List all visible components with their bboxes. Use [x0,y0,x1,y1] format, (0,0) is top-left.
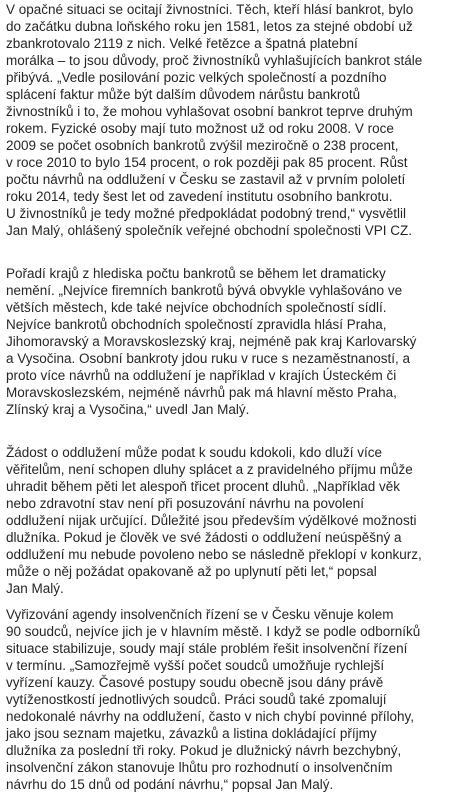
text-line: Pořadí krajů z hlediska počtu bankrotů se během let dramaticky [6,266,386,281]
text-line: 2009 se počet osobních bankrotů zvýšil meziročně o 238 procent, [6,138,399,153]
text-line: větších městech, kde také nejvíce obchodních společností sídlí. [6,300,387,315]
text-line: přibývá. „Vedle posilování pozic velkých společností a pozdního [6,70,387,85]
text-line: dlužníka. Pokud je člověk ve své žádosti o oddlužení neúspěšný a [6,530,402,545]
text-line: nemění. „Nejvíce firemních bankrotů bývá obvykle vyhlašováno ve [6,283,403,298]
text-line: morálka – to jsou důvody, proč živnostníků vyhlašujících bankrot stále [6,53,423,68]
text-line: 90 soudců, nejvíce jich je v hlavním městě. I když se podle odborníků [6,624,421,639]
text-line: počtu návrhů na oddlužení v Česku se zastavil až v prvním pololetí [6,172,406,187]
text-line: proto více návrhů na oddlužení je například v krajích Ústeckém či [6,368,397,383]
text-line: V opačné situaci se ocitají živnostníci. Těch, kteří hlásí bankrot, bylo [6,2,414,17]
text-line: Jan Malý. [6,581,64,596]
text-line: Vyřizování agendy insolvenčních řízení se v Česku věnuje kolem [6,607,394,622]
text-line: splácení faktur může být dalším důvodem nárůstu bankrotů [6,87,361,102]
text-line: vyřízení kauzy. Časové postupy soudu obecně jsou dány právě [6,675,384,690]
text-line: uhradit během pěti let alespoň třicet procent dluhů. „Například věk [6,479,400,494]
text-line: v roce 2010 to bylo 154 procent, o rok později pak 85 procent. Růst [6,155,408,170]
text-line: rokem. Fyzické osoby mají tuto možnost už od roku 2008. V roce [6,121,394,136]
text-line: zbankrotovalo 2119 z nich. Velké řetězce a špatná platební [6,36,358,51]
text-line: oddlužení mu nebude povoleno nebo se následně překlopí v konkurz, [6,547,422,562]
text-line: U živnostníků je tedy možné předpokládat podobný trend,“ vysvětlil [6,206,406,221]
text-line: a Vysočina. Osobní bankroty jdou ruku v ruce s nezaměstnaností, a [6,351,410,366]
text-line: nebo zdravotní stav není při posuzování návrhu na povolení [6,496,364,511]
text-line: do začátku dubna loňského roku jen 1581, letos za stejné období už [6,19,413,34]
text-line: nedokonalé návrhy na oddlužení, často v nich chybí povinné přílohy, [6,709,415,724]
text-line: vytíženostkostí jednotlivých soudců. Práci soudů také zpomalují [6,692,387,707]
text-line: roku 2014, tedy šest let od zavedení institutu osobního bankrotu. [6,189,393,204]
text-line: živnostníků i to, že mohou vyhlašovat osobní bankrot teprve druhým [6,104,413,119]
text-line: dlužníka za poslední tři roky. Pokud je dlužnický návrh bezchybný, [6,743,402,758]
text-line: návrhu do 15 dnů od podání návrhu,“ popsal Jan Malý. [6,777,334,792]
text-line: jako jsou seznam majetku, závazků a listina dokládající příjmy [6,726,377,741]
text-line: Zlínský kraj a Vysočina,“ uvedl Jan Malý. [6,402,250,417]
text-line: Jihomoravský a Moravskoslezský kraj, nejméně pak kraj Karlovarský [6,334,417,349]
text-line: Moravskoslezském, nejméně návrhů pak má hlavní město Praha, [6,385,397,400]
text-line: insolvenční zákon stanovuje lhůtu pro rozhodnutí o insolvenčním [6,760,393,775]
text-line: může o něj požádat opakovaně až po uplynutí pěti let,“ popsal [6,564,377,579]
text-line: Jan Malý, ohlášený společník veřejné obchodní společnosti VPI CZ. [6,223,412,238]
text-line: v termínu. „Samozřejmě vyšší počet soudců umožňuje rychlejší [6,658,385,673]
text-line: situace stabilizuje, soudy mají stále problém řešit insolvenční řízení [6,641,408,656]
text-line: oddlužení nijak určující. Důležité jsou především výdělkové možnosti [6,513,417,528]
text-line: Nejvíce bankrotů obchodních společností zpravidla hlásí Praha, [6,317,387,332]
text-line: Žádost o oddlužení může podat k soudu kdokoli, kdo dluží více [6,445,382,460]
text-line: věřitelům, není schopen dluhy splácet a z pravidelného příjmu může [6,462,413,477]
